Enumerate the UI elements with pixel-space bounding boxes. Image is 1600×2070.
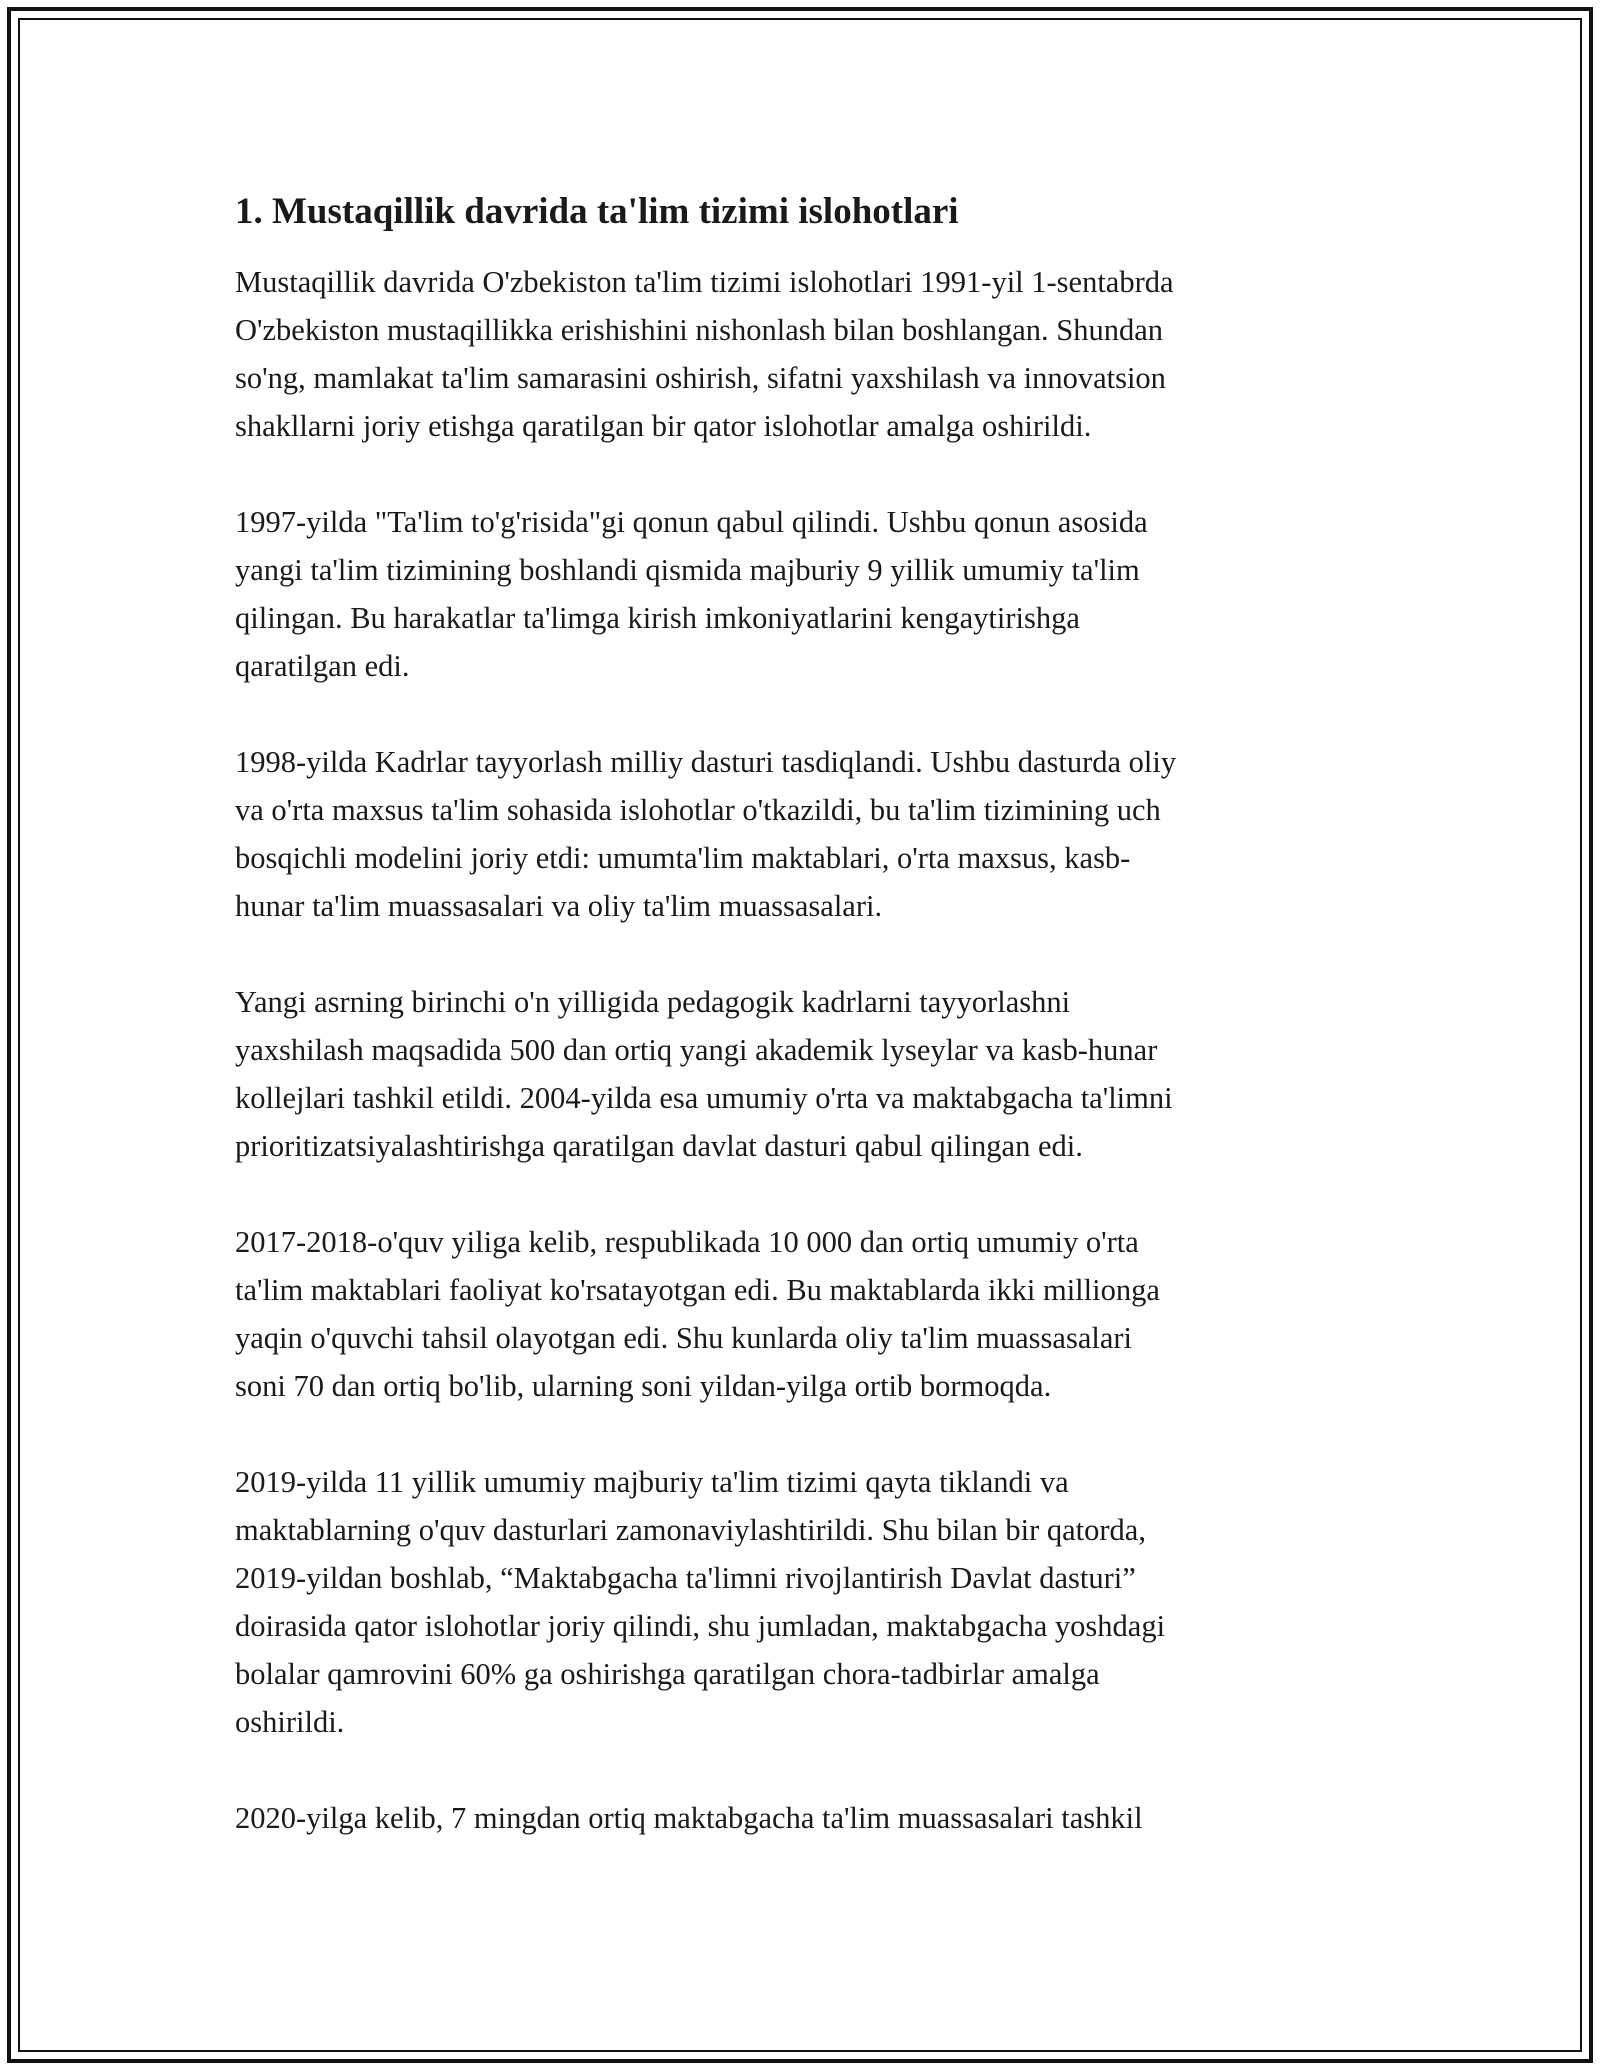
- paragraph-line: shakllarni joriy etishga qaratilgan bir qator islohotlar amalga oshirildi.: [235, 409, 1092, 443]
- paragraph-line: 1998-yilda Kadrlar tayyorlash milliy dasturi tasdiqlandi. Ushbu dasturda oliy: [235, 745, 1177, 779]
- paragraph-4: [235, 978, 1375, 1170]
- paragraph-5: [235, 1218, 1375, 1410]
- paragraph-line: kollejlari tashkil etildi. 2004-yilda esa umumiy o'rta va maktabgacha ta'limni: [235, 1081, 1173, 1115]
- paragraph-line: 2017-2018-o'quv yiliga kelib, respublikada 10 000 dan ortiq umumiy o'rta: [235, 1225, 1139, 1259]
- paragraph-line: O'zbekiston mustaqillikka erishishini nishonlash bilan boshlangan. Shundan: [235, 313, 1164, 347]
- paragraph-line: maktablarning o'quv dasturlari zamonaviylashtirildi. Shu bilan bir qatorda,: [235, 1513, 1146, 1547]
- paragraph-line: Mustaqillik davrida O'zbekiston ta'lim tizimi islohotlari 1991-yil 1-sentabrda: [235, 265, 1174, 299]
- section-heading: 1. Mustaqillik davrida ta'lim tizimi islohotlari: [235, 191, 959, 232]
- paragraph-1: [235, 258, 1375, 450]
- document-body: [235, 188, 1375, 1890]
- paragraph-line: prioritizatsiyalashtirishga qaratilgan davlat dasturi qabul qilingan edi.: [235, 1129, 1083, 1163]
- paragraph-line: yangi ta'lim tizimining boshlandi qismida majburiy 9 yillik umumiy ta'lim: [235, 553, 1140, 587]
- paragraph-line: Yangi asrning birinchi o'n yilligida pedagogik kadrlarni tayyorlashni: [235, 985, 1071, 1019]
- paragraph-line: doirasida qator islohotlar joriy qilindi, shu jumladan, maktabgacha yoshdagi: [235, 1609, 1166, 1643]
- paragraph-line: yaqin o'quvchi tahsil olayotgan edi. Shu kunlarda oliy ta'lim muassasalari: [235, 1321, 1133, 1355]
- paragraph-line: 1997-yilda "Ta'lim to'g'risida"gi qonun qabul qilindi. Ushbu qonun asosida: [235, 505, 1148, 539]
- paragraph-line: so'ng, mamlakat ta'lim samarasini oshirish, sifatni yaxshilash va innovatsion: [235, 361, 1166, 395]
- paragraph-line: bolalar qamrovini 60% ga oshirishga qaratilgan chora-tadbirlar amalga: [235, 1657, 1100, 1691]
- paragraph-6: [235, 1458, 1375, 1746]
- paragraph-line: hunar ta'lim muassasalari va oliy ta'lim muassasalari.: [235, 889, 883, 923]
- paragraph-3: [235, 738, 1375, 930]
- paragraph-line: ta'lim maktablari faoliyat ko'rsatayotgan edi. Bu maktablarda ikki millionga: [235, 1273, 1160, 1307]
- paragraph-2: [235, 498, 1375, 690]
- paragraph-line: va o'rta maxsus ta'lim sohasida islohotlar o'tkazildi, bu ta'lim tizimining uch: [235, 793, 1161, 827]
- paragraph-7: [235, 1794, 1375, 1842]
- paragraph-line: oshirildi.: [235, 1705, 345, 1739]
- paragraph-line: 2019-yildan boshlab, “Maktabgacha ta'limni rivojlantirish Davlat dasturi”: [235, 1561, 1136, 1595]
- paragraph-line: 2019-yilda 11 yillik umumiy majburiy ta'lim tizimi qayta tiklandi va: [235, 1465, 1069, 1499]
- paragraph-line: 2020-yilga kelib, 7 mingdan ortiq maktabgacha ta'lim muassasalari tashkil: [235, 1801, 1143, 1835]
- paragraph-line: yaxshilash maqsadida 500 dan ortiq yangi akademik lyseylar va kasb-hunar: [235, 1033, 1158, 1067]
- paragraph-line: bosqichli modelini joriy etdi: umumta'lim maktablari, o'rta maxsus, kasb-: [235, 841, 1131, 875]
- paragraph-line: qaratilgan edi.: [235, 649, 410, 683]
- paragraph-line: soni 70 dan ortiq bo'lib, ularning soni yildan-yilga ortib bormoqda.: [235, 1369, 1052, 1403]
- paragraph-line: qilingan. Bu harakatlar ta'limga kirish imkoniyatlarini kengaytirishga: [235, 601, 1080, 635]
